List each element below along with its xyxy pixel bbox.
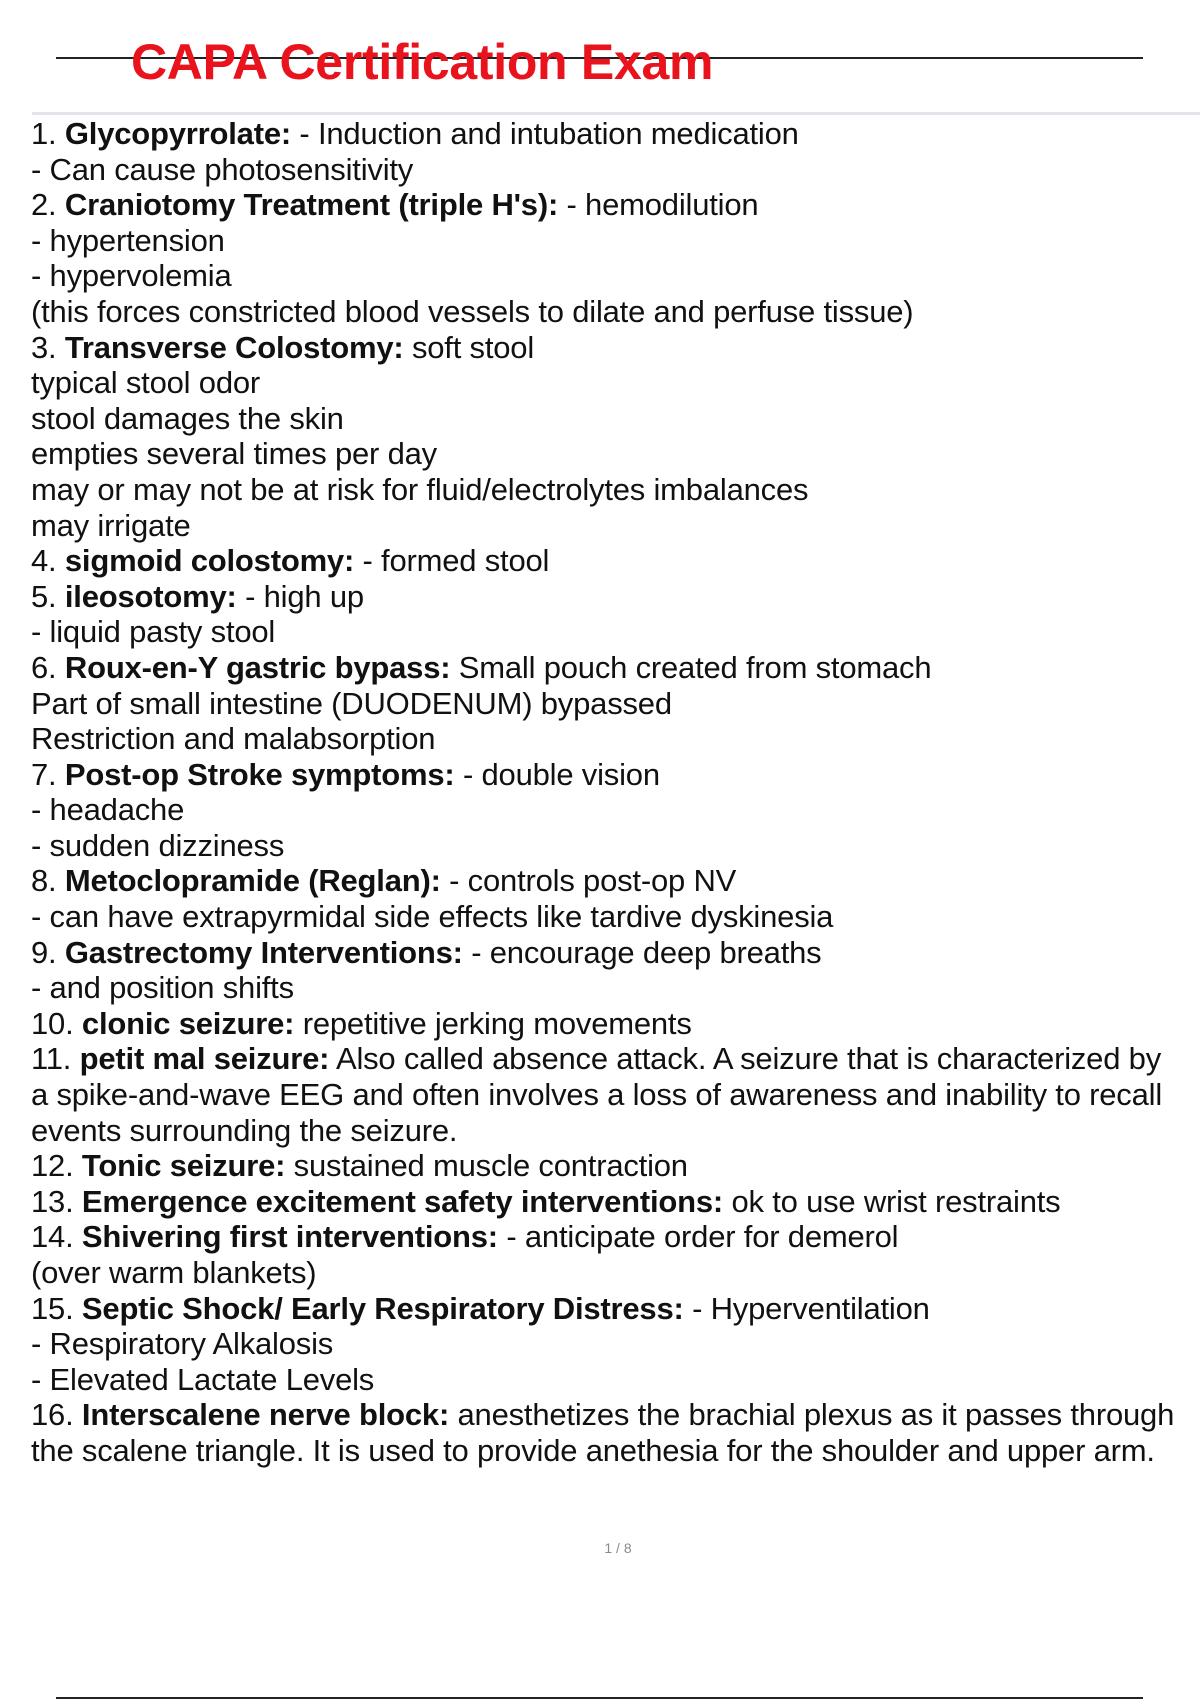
entry-first-line xyxy=(31,1148,1200,1184)
entry-definition: - formed stool xyxy=(354,543,550,579)
entry-continuation: empties several times per day xyxy=(31,436,437,472)
entry-continuation: events surrounding the seizure. xyxy=(31,1112,458,1148)
entry-continuation: Restriction and malabsorption xyxy=(31,721,436,757)
entry-number: 5. xyxy=(31,578,57,614)
entry-first-line xyxy=(31,1219,1200,1255)
list-item xyxy=(31,330,1200,544)
entry-first-line xyxy=(31,863,1200,899)
list-item xyxy=(31,935,1200,1006)
entry-definition: ok to use wrist restraints xyxy=(723,1183,1061,1219)
list-item xyxy=(31,650,1200,757)
entry-continuation: may or may not be at risk for fluid/electrolytes imbalances xyxy=(31,471,809,507)
list-item xyxy=(31,543,1200,579)
entry-continuation: - hypervolemia xyxy=(31,258,232,294)
entry-term: Craniotomy Treatment (triple H's): xyxy=(64,187,559,223)
entry-first-line xyxy=(31,330,1200,366)
entry-term: Shivering first interventions: xyxy=(81,1219,498,1255)
entry-definition: - hemodilution xyxy=(558,187,759,223)
entry-definition: - double vision xyxy=(454,756,660,792)
entry-first-line xyxy=(31,650,1200,686)
list-item xyxy=(31,1148,1200,1184)
entry-number: 12. xyxy=(31,1148,74,1184)
header-divider xyxy=(32,112,1200,115)
list-item xyxy=(31,579,1200,650)
list-item xyxy=(31,116,1200,187)
entry-number: 16. xyxy=(31,1397,74,1433)
entry-number: 15. xyxy=(31,1290,74,1326)
entry-definition: soft stool xyxy=(403,329,535,365)
footer-rule xyxy=(56,1697,1143,1699)
entry-continuation: Part of small intestine (DUODENUM) bypassed xyxy=(31,685,672,721)
entry-first-line xyxy=(31,543,1200,579)
entry-definition: - Induction and intubation medication xyxy=(291,116,799,151)
entry-continuation: typical stool odor xyxy=(31,365,261,401)
list-item xyxy=(31,1041,1200,1148)
entry-term: Metoclopramide (Reglan): xyxy=(64,863,441,899)
entry-term: Roux-en-Y gastric bypass: xyxy=(64,649,451,685)
entry-number: 2. xyxy=(31,187,57,223)
entry-continuation: (this forces constricted blood vessels to dilate and perfuse tissue) xyxy=(31,293,914,329)
entry-term: Interscalene nerve block: xyxy=(81,1397,450,1433)
entry-number: 11. xyxy=(31,1041,72,1077)
entry-first-line xyxy=(31,187,1200,223)
entry-definition: sustained muscle contraction xyxy=(285,1148,688,1184)
entry-continuation: stool damages the skin xyxy=(31,400,344,436)
entry-first-line xyxy=(31,116,1200,152)
entry-definition: Also called absence attack. A seizure that is characterized by xyxy=(329,1041,1162,1077)
entry-continuation: - Can cause photosensitivity xyxy=(31,151,414,187)
document-title: CAPA Certification Exam xyxy=(131,34,714,90)
entry-definition: - Hyperventilation xyxy=(683,1290,930,1326)
entry-definition: - encourage deep breaths xyxy=(462,934,822,970)
entry-number: 14. xyxy=(31,1219,74,1255)
entry-number: 3. xyxy=(31,329,57,365)
list-item xyxy=(31,1184,1200,1220)
list-item xyxy=(31,757,1200,864)
list-item xyxy=(31,1006,1200,1042)
entry-first-line xyxy=(31,1006,1200,1042)
list-item xyxy=(31,187,1200,329)
entry-term: Transverse Colostomy: xyxy=(64,329,404,365)
entry-first-line xyxy=(31,757,1200,793)
entry-continuation: - Respiratory Alkalosis xyxy=(31,1326,334,1362)
entry-first-line xyxy=(31,1184,1200,1220)
flashcard-list xyxy=(31,116,1200,1469)
entry-number: 9. xyxy=(31,934,57,970)
entry-first-line xyxy=(31,1397,1200,1433)
entry-term: ileosotomy: xyxy=(64,578,237,614)
entry-number: 10. xyxy=(31,1005,74,1041)
entry-continuation: may irrigate xyxy=(31,507,191,543)
entry-first-line xyxy=(31,1291,1200,1327)
entry-term: Post-op Stroke symptoms: xyxy=(64,756,455,792)
entry-continuation: - headache xyxy=(31,792,185,828)
entry-number: 7. xyxy=(31,756,57,792)
entry-first-line xyxy=(31,935,1200,971)
list-item xyxy=(31,1291,1200,1398)
entry-term: Glycopyrrolate: xyxy=(64,116,292,151)
list-item xyxy=(31,1397,1200,1468)
entry-definition: repetitive jerking movements xyxy=(294,1005,692,1041)
list-item xyxy=(31,1219,1200,1290)
entry-number: 1. xyxy=(31,116,57,151)
entry-number: 13. xyxy=(31,1183,74,1219)
entry-term: Emergence excitement safety interventions: xyxy=(81,1183,724,1219)
entry-term: sigmoid colostomy: xyxy=(64,543,355,579)
entry-definition: - controls post-op NV xyxy=(440,863,737,899)
entry-continuation: - liquid pasty stool xyxy=(31,614,276,650)
entry-continuation: a spike-and-wave EEG and often involves a loss of awareness and inability to recall xyxy=(31,1077,1163,1113)
entry-number: 4. xyxy=(31,543,57,579)
entry-continuation: (over warm blankets) xyxy=(31,1255,317,1290)
list-item xyxy=(31,863,1200,934)
entry-term: Tonic seizure: xyxy=(81,1148,286,1184)
entry-continuation: - and position shifts xyxy=(31,970,294,1006)
entry-term: Gastrectomy Interventions: xyxy=(64,934,463,970)
entry-first-line xyxy=(31,1041,1200,1077)
entry-first-line xyxy=(31,579,1200,615)
entry-term: Septic Shock/ Early Respiratory Distress: xyxy=(81,1290,684,1326)
entry-continuation: - hypertension xyxy=(31,222,225,258)
entry-definition: - high up xyxy=(236,578,364,614)
entry-number: 6. xyxy=(31,649,57,685)
entry-number: 8. xyxy=(31,863,57,899)
entry-definition: Small pouch created from stomach xyxy=(450,649,932,685)
entry-term: clonic seizure: xyxy=(81,1005,295,1041)
entry-continuation: - sudden dizziness xyxy=(31,827,285,863)
entry-continuation: the scalene triangle. It is used to provide anethesia for the shoulder and upper arm. xyxy=(31,1432,1155,1468)
page-number: 1 / 8 xyxy=(604,1540,632,1556)
entry-definition: - anticipate order for demerol xyxy=(497,1219,899,1255)
entry-term: petit mal seizure: xyxy=(79,1041,330,1077)
entry-continuation: - can have extrapyrmidal side effects like tardive dyskinesia xyxy=(31,899,834,935)
entry-continuation: - Elevated Lactate Levels xyxy=(31,1361,375,1397)
entry-definition: anesthetizes the brachial plexus as it passes through xyxy=(449,1397,1175,1433)
